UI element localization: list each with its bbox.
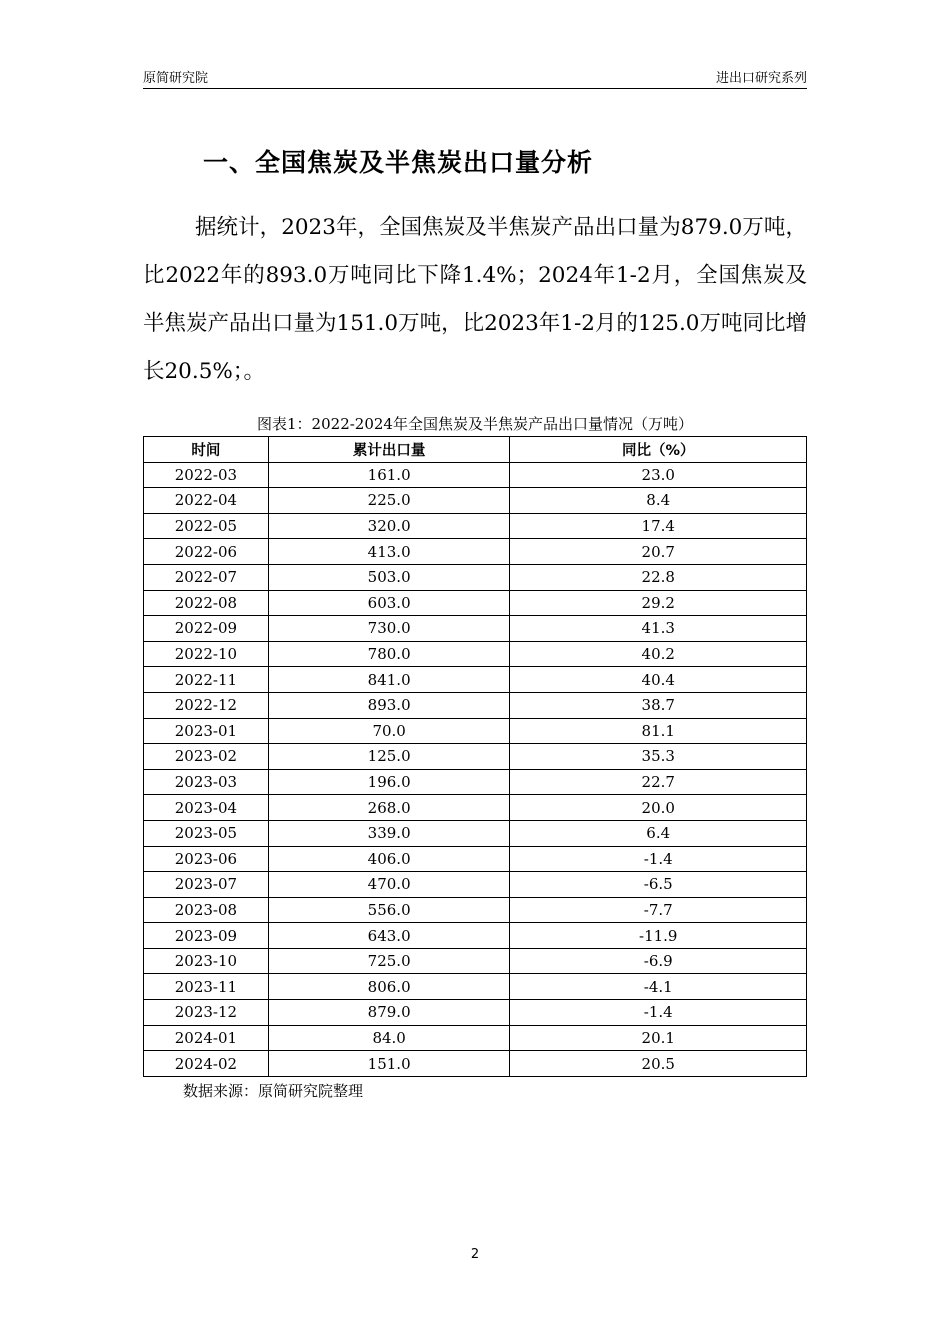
table-row (144, 616, 807, 642)
cell-yoy: 38.7 (510, 692, 807, 718)
header-org-name: 原简研究院 (143, 71, 209, 86)
body-paragraph: 据统计，2023年，全国焦炭及半焦炭产品出口量为879.0万吨，比2022年的893.0万吨同比下降1.4%；2024年1-2月，全国焦炭及半焦炭产品出口量为151.0万吨，比2023年1-2月的125.0万吨同比增长20.5%；。 (143, 215, 807, 384)
cell-yoy: 22.7 (510, 769, 807, 795)
table-body (144, 462, 807, 1076)
table-row (144, 641, 807, 667)
table-row (144, 769, 807, 795)
header-divider (143, 88, 807, 89)
table-row (144, 1025, 807, 1051)
table-row (144, 923, 807, 949)
cell-yoy: 23.0 (510, 462, 807, 488)
cell-cumulative-export: 780.0 (268, 641, 510, 667)
cell-yoy: -1.4 (510, 1000, 807, 1026)
table-row (144, 692, 807, 718)
column-header-yoy: 同比（%） (510, 437, 807, 463)
table-row (144, 948, 807, 974)
cell-time: 2022-07 (144, 564, 269, 590)
table-row (144, 820, 807, 846)
cell-cumulative-export: 893.0 (268, 692, 510, 718)
section-title: 一、全国焦炭及半焦炭出口量分析 (203, 148, 594, 177)
table-row (144, 1051, 807, 1077)
cell-yoy: 40.4 (510, 667, 807, 693)
column-header-cumulative-export: 累计出口量 (268, 437, 510, 463)
cell-yoy: 20.1 (510, 1025, 807, 1051)
data-source-note: 数据来源：原简研究院整理 (183, 1082, 364, 1100)
cell-cumulative-export: 841.0 (268, 667, 510, 693)
cell-time: 2023-05 (144, 820, 269, 846)
cell-yoy: 8.4 (510, 488, 807, 514)
cell-yoy: 20.0 (510, 795, 807, 821)
table-caption: 图表1：2022-2024年全国焦炭及半焦炭产品出口量情况（万吨） (257, 415, 693, 433)
cell-cumulative-export: 151.0 (268, 1051, 510, 1077)
cell-yoy: -4.1 (510, 974, 807, 1000)
cell-cumulative-export: 503.0 (268, 564, 510, 590)
cell-cumulative-export: 470.0 (268, 872, 510, 898)
cell-cumulative-export: 730.0 (268, 616, 510, 642)
cell-cumulative-export: 413.0 (268, 539, 510, 565)
cell-cumulative-export: 643.0 (268, 923, 510, 949)
table-row (144, 513, 807, 539)
cell-cumulative-export: 879.0 (268, 1000, 510, 1026)
cell-cumulative-export: 196.0 (268, 769, 510, 795)
cell-cumulative-export: 125.0 (268, 744, 510, 770)
cell-time: 2024-01 (144, 1025, 269, 1051)
cell-yoy: 6.4 (510, 820, 807, 846)
table-row (144, 462, 807, 488)
table-row (144, 564, 807, 590)
cell-cumulative-export: 70.0 (268, 718, 510, 744)
cell-time: 2022-03 (144, 462, 269, 488)
column-header-time: 时间 (144, 437, 269, 463)
cell-cumulative-export: 603.0 (268, 590, 510, 616)
cell-yoy: 81.1 (510, 718, 807, 744)
table-row (144, 718, 807, 744)
table-row (144, 667, 807, 693)
cell-time: 2022-11 (144, 667, 269, 693)
cell-time: 2022-12 (144, 692, 269, 718)
cell-yoy: 20.5 (510, 1051, 807, 1077)
table-header-row (144, 437, 807, 463)
table-row (144, 974, 807, 1000)
cell-cumulative-export: 84.0 (268, 1025, 510, 1051)
export-table (143, 436, 807, 1077)
cell-time: 2023-01 (144, 718, 269, 744)
cell-yoy: 35.3 (510, 744, 807, 770)
table-row (144, 846, 807, 872)
cell-time: 2023-04 (144, 795, 269, 821)
cell-cumulative-export: 556.0 (268, 897, 510, 923)
cell-time: 2023-07 (144, 872, 269, 898)
cell-cumulative-export: 268.0 (268, 795, 510, 821)
cell-yoy: 20.7 (510, 539, 807, 565)
table-row (144, 744, 807, 770)
cell-time: 2023-09 (144, 923, 269, 949)
cell-yoy: -6.5 (510, 872, 807, 898)
cell-time: 2023-03 (144, 769, 269, 795)
table-row (144, 590, 807, 616)
table-row (144, 795, 807, 821)
header-series-name: 进出口研究系列 (715, 71, 807, 86)
cell-yoy: 22.8 (510, 564, 807, 590)
cell-yoy: 17.4 (510, 513, 807, 539)
cell-yoy: 40.2 (510, 641, 807, 667)
table-row (144, 897, 807, 923)
table-row (144, 488, 807, 514)
table-row (144, 872, 807, 898)
cell-time: 2023-02 (144, 744, 269, 770)
cell-cumulative-export: 225.0 (268, 488, 510, 514)
cell-yoy: 41.3 (510, 616, 807, 642)
cell-yoy: -7.7 (510, 897, 807, 923)
cell-yoy: 29.2 (510, 590, 807, 616)
cell-cumulative-export: 320.0 (268, 513, 510, 539)
cell-time: 2022-09 (144, 616, 269, 642)
table-row (144, 1000, 807, 1026)
cell-time: 2023-12 (144, 1000, 269, 1026)
cell-cumulative-export: 339.0 (268, 820, 510, 846)
cell-yoy: -11.9 (510, 923, 807, 949)
cell-time: 2024-02 (144, 1051, 269, 1077)
cell-time: 2023-06 (144, 846, 269, 872)
cell-cumulative-export: 406.0 (268, 846, 510, 872)
cell-time: 2022-04 (144, 488, 269, 514)
cell-yoy: -6.9 (510, 948, 807, 974)
table-row (144, 539, 807, 565)
cell-cumulative-export: 161.0 (268, 462, 510, 488)
cell-time: 2022-05 (144, 513, 269, 539)
cell-yoy: -1.4 (510, 846, 807, 872)
cell-time: 2022-10 (144, 641, 269, 667)
cell-time: 2023-10 (144, 948, 269, 974)
cell-time: 2022-08 (144, 590, 269, 616)
cell-cumulative-export: 725.0 (268, 948, 510, 974)
cell-cumulative-export: 806.0 (268, 974, 510, 1000)
page-number: 2 (470, 1247, 480, 1262)
cell-time: 2023-08 (144, 897, 269, 923)
cell-time: 2023-11 (144, 974, 269, 1000)
cell-time: 2022-06 (144, 539, 269, 565)
